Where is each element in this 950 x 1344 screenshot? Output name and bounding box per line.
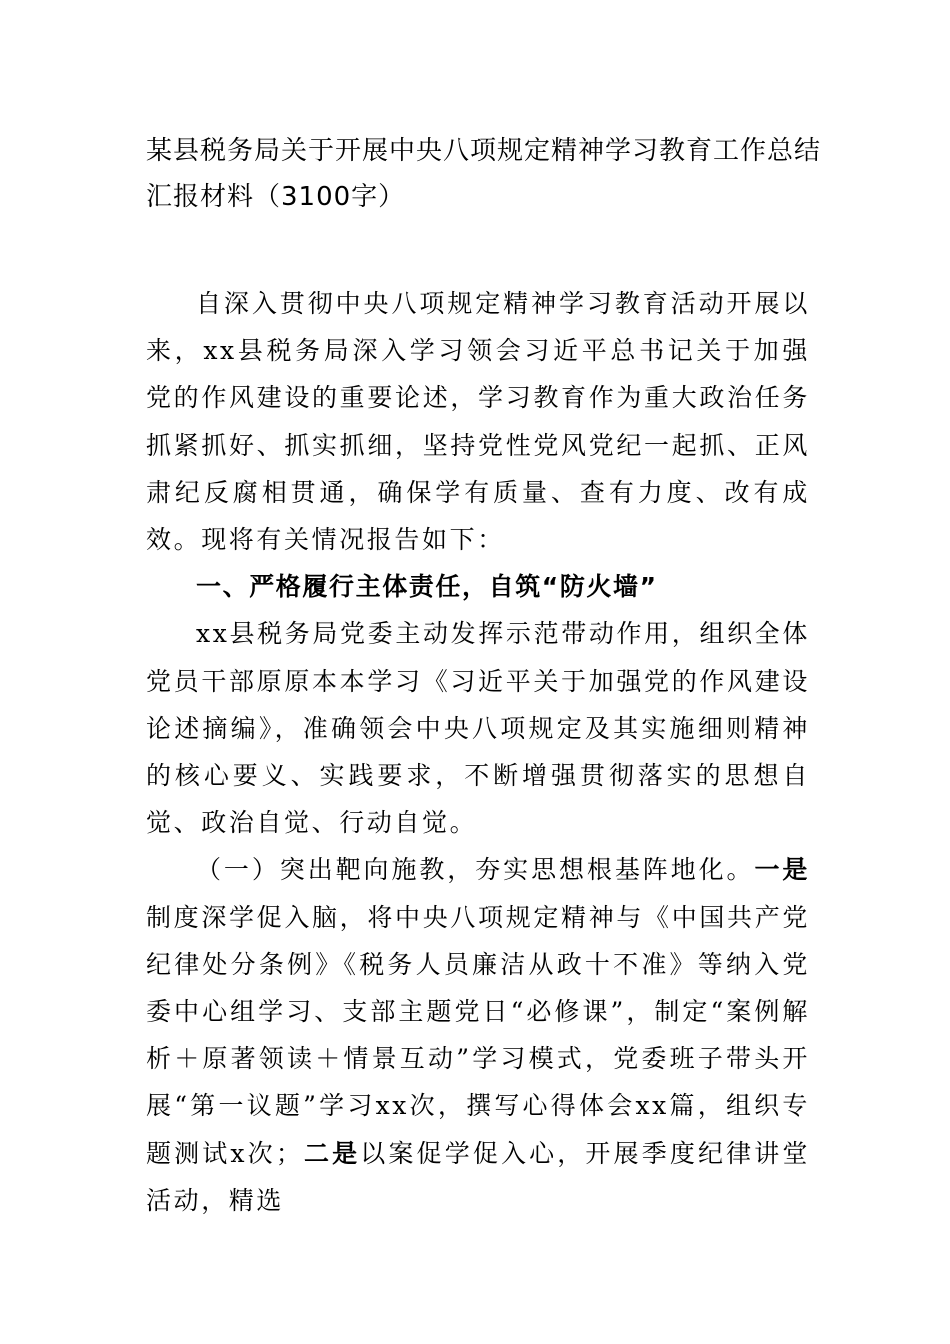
point-marker-2: 二是	[303, 1138, 361, 1168]
section-1-heading: 一、严格履行主体责任，自筑“防火墙”	[196, 572, 658, 602]
subsection-1-paragraph	[146, 846, 810, 1224]
section-1-paragraph: xx县税务局党委主动发挥示范带动作用，组织全体党员干部原原本本学习《习近平关于加强党的作风建设论述摘编》，准确领会中央八项规定及其实施细则精神的核心要义、实践要求，不断增强贯彻落实的思想自觉、政治自觉、行动自觉。	[146, 619, 810, 838]
subsection-1-lead: （一）突出靶向施教，夯实思想根基阵地化。	[196, 855, 755, 885]
point-marker-1: 一是	[754, 855, 810, 885]
document-body	[146, 280, 810, 1224]
intro-paragraph: 自深入贯彻中央八项规定精神学习教育活动开展以来，xx县税务局深入学习领会习近平总书记关于加强党的作风建设的重要论述，学习教育作为重大政治任务抓紧抓好、抓实抓细，坚持党性党风党纪一起抓、正风肃纪反腐相贯通，确保学有质量、查有力度、改有成效。现将有关情况报告如下：	[146, 289, 810, 555]
point-text-2: 以案促学促入心，开展季度纪律讲堂活动，精选	[146, 1138, 811, 1215]
document-title: 某县税务局关于开展中央八项规定精神学习教育工作总结汇报材料（3100字）	[146, 136, 822, 212]
point-text-1: 制度深学促入脑，将中央八项规定精神与《中国共产党纪律处分条例》《税务人员廉洁从政十不准》等纳入党委中心组学习、支部主题党日“必修课”，制定“案例解析＋原著领读＋情景互动”学习模式，党委班子带头开展“第一议题”学习xx次，撰写心得体会xx篇，组织专题测试x次；	[146, 902, 810, 1168]
